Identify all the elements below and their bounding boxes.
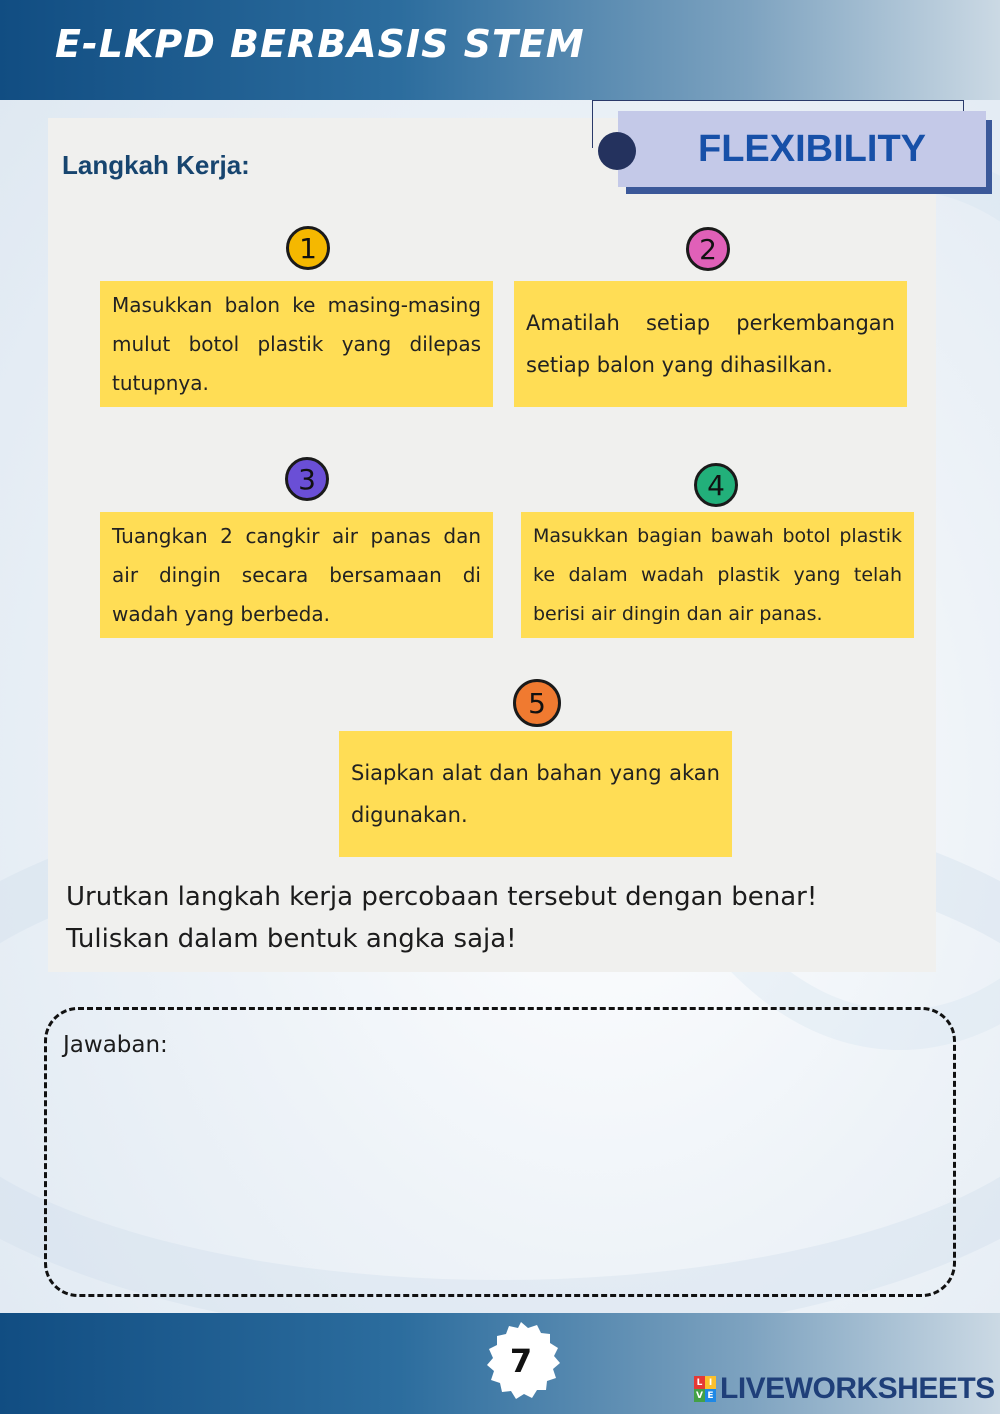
brand-name: LIVEWORKSHEETS xyxy=(720,1372,995,1405)
page-header xyxy=(0,0,1000,100)
step-number-badge: 5 xyxy=(513,679,561,727)
step-card xyxy=(521,512,914,638)
step-text: Masukkan balon ke masing-masing mulut botol plastik yang dilepas tutupnya. xyxy=(112,292,481,395)
step-card xyxy=(339,731,732,857)
page-number: 7 xyxy=(509,1342,533,1380)
step-card xyxy=(100,281,493,407)
answer-label: Jawaban: xyxy=(63,1032,168,1058)
tag-dot-icon xyxy=(598,132,636,170)
section-label: Langkah Kerja: xyxy=(62,150,250,180)
page-title: E-LKPD BERBASIS STEM xyxy=(55,22,585,66)
instruction-line: Tuliskan dalam bentuk angka saja! xyxy=(66,924,517,954)
step-number-badge: 4 xyxy=(694,463,738,507)
step-text: Masukkan bagian bawah botol plastik ke dalam wadah plastik yang telah berisi air dingin dan air panas. xyxy=(533,524,902,625)
step-card xyxy=(100,512,493,638)
instruction-text xyxy=(66,876,926,960)
tag-label: FLEXIBILITY xyxy=(698,127,926,170)
liveworksheets-brand xyxy=(694,1372,995,1406)
step-number-badge: 1 xyxy=(286,226,330,270)
answer-box[interactable] xyxy=(44,1007,956,1297)
step-text: Amatilah setiap perkembangan setiap balon yang dihasilkan. xyxy=(526,311,895,377)
step-number-badge: 2 xyxy=(686,227,730,271)
step-text: Siapkan alat dan bahan yang akan digunakan. xyxy=(351,761,720,827)
liveworksheets-logo-icon: L I V E xyxy=(694,1376,716,1402)
step-number-badge: 3 xyxy=(285,457,329,501)
instruction-line: Urutkan langkah kerja percobaan tersebut dengan benar! xyxy=(66,882,818,912)
flexibility-tag xyxy=(618,111,986,187)
step-card xyxy=(514,281,907,407)
step-text: Tuangkan 2 cangkir air panas dan air dingin secara bersamaan di wadah yang berbeda. xyxy=(112,523,481,626)
